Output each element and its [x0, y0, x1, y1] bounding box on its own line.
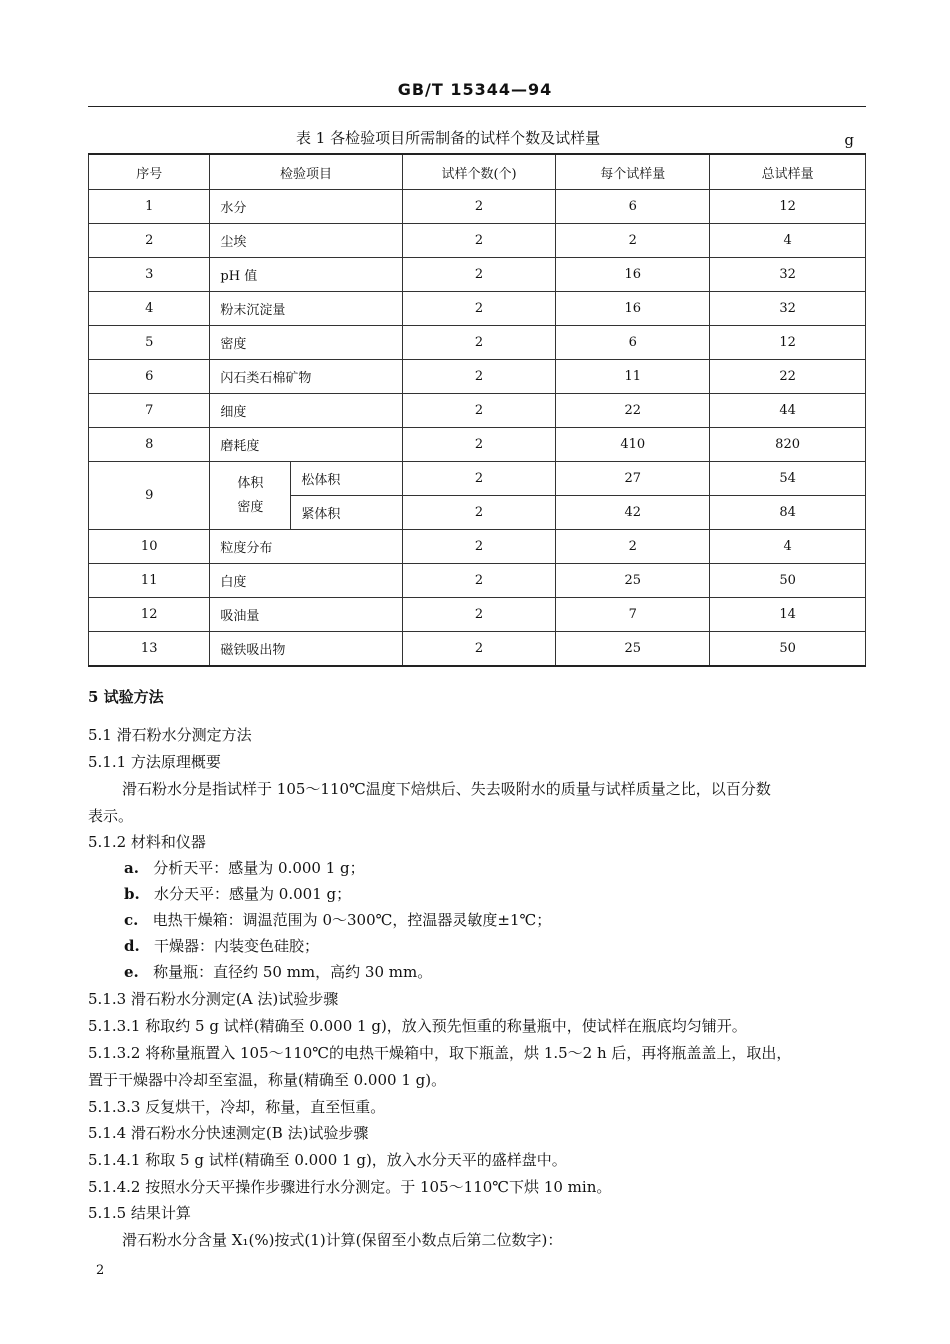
- paragraph-line: 5.1.3.3 反复烘干，冷却，称量，直至恒重。: [88, 1098, 386, 1116]
- cell-no: 5: [89, 326, 210, 360]
- cell-subitem: 松体积: [291, 462, 402, 496]
- table-row: [89, 224, 866, 258]
- section-5-1-2-heading: 5.1.2 材料和仪器: [88, 833, 206, 851]
- cell-no: 9: [89, 462, 210, 530]
- cell-count: 2: [402, 258, 556, 292]
- col-header-total: 总试样量: [710, 154, 866, 190]
- cell-count: 2: [402, 428, 556, 462]
- table-header-row: [89, 154, 866, 190]
- cell-item: 磁铁吸出物: [210, 632, 402, 667]
- table-row: [89, 258, 866, 292]
- table-row: [89, 564, 866, 598]
- section-5-1-heading: 5.1 滑石粉水分测定方法: [88, 726, 252, 744]
- cell-each: 27: [556, 462, 710, 496]
- cell-each: 6: [556, 190, 710, 224]
- section-5-1-4-heading: 5.1.4 滑石粉水分快速测定(B 法)试验步骤: [88, 1124, 369, 1142]
- cell-total: 22: [710, 360, 866, 394]
- cell-each: 16: [556, 258, 710, 292]
- table-row: [89, 428, 866, 462]
- table-row: [89, 190, 866, 224]
- cell-each: 25: [556, 564, 710, 598]
- cell-each: 2: [556, 530, 710, 564]
- col-header-count: 试样个数(个): [402, 154, 556, 190]
- cell-total: 44: [710, 394, 866, 428]
- list-item-label: d.: [124, 937, 140, 955]
- cell-item: 细度: [210, 394, 402, 428]
- cell-total: 32: [710, 258, 866, 292]
- list-item-label: a.: [124, 859, 139, 877]
- cell-count: 2: [402, 496, 556, 530]
- cell-count: 2: [402, 530, 556, 564]
- list-item-text: 电热干燥箱：调温范围为 0～300℃，控温器灵敏度±1℃；: [152, 911, 552, 929]
- section-5-1-5-heading: 5.1.5 结果计算: [88, 1204, 191, 1222]
- cell-total: 12: [710, 326, 866, 360]
- list-item-text: 水分天平：感量为 0.001 g；: [154, 885, 352, 903]
- standard-number-header: GB/T 15344—94: [397, 80, 553, 99]
- list-item: [88, 857, 365, 878]
- list-item-label: c.: [124, 911, 139, 929]
- cell-count: 2: [402, 564, 556, 598]
- cell-no: 11: [89, 564, 210, 598]
- cell-no: 7: [89, 394, 210, 428]
- cell-count: 2: [402, 394, 556, 428]
- paragraph-line: 5.1.4.1 称取 5 g 试样(精确至 0.000 1 g)，放入水分天平的盛样盘中。: [88, 1151, 567, 1169]
- cell-item: 水分: [210, 190, 402, 224]
- paragraph-line: 滑石粉水分含量 X₁(%)按式(1)计算(保留至小数点后第二位数字)：: [122, 1231, 563, 1249]
- paragraph-line: 置于干燥器中冷却至室温，称量(精确至 0.000 1 g)。: [88, 1071, 447, 1089]
- section-5-heading: 5 试验方法: [88, 688, 164, 706]
- paragraph-line: 5.1.3.2 将称量瓶置入 105～110℃的电热干燥箱中，取下瓶盖，烘 1.5～2 h 后，再将瓶盖盖上，取出，: [88, 1044, 792, 1062]
- cell-total: 84: [710, 496, 866, 530]
- cell-item: 尘埃: [210, 224, 402, 258]
- sample-table: [88, 153, 866, 667]
- cell-each: 11: [556, 360, 710, 394]
- cell-count: 2: [402, 360, 556, 394]
- cell-count: 2: [402, 462, 556, 496]
- cell-each: 25: [556, 632, 710, 667]
- section-5-1-1-heading: 5.1.1 方法原理概要: [88, 753, 221, 771]
- cell-each: 7: [556, 598, 710, 632]
- cell-no: 8: [89, 428, 210, 462]
- cell-each: 6: [556, 326, 710, 360]
- list-item: [88, 909, 551, 930]
- col-header-no: 序号: [89, 154, 210, 190]
- table-row: [89, 598, 866, 632]
- table-unit: g: [844, 131, 854, 149]
- list-item-label: b.: [124, 885, 140, 903]
- cell-item: 磨耗度: [210, 428, 402, 462]
- table-row: [89, 326, 866, 360]
- cell-no: 12: [89, 598, 210, 632]
- cell-no: 1: [89, 190, 210, 224]
- table-row: [89, 394, 866, 428]
- cell-count: 2: [402, 598, 556, 632]
- col-header-item: 检验项目: [210, 154, 402, 190]
- cell-no: 13: [89, 632, 210, 667]
- page-number: 2: [96, 1263, 105, 1278]
- paragraph-line: 5.1.3.1 称取约 5 g 试样(精确至 0.000 1 g)，放入预先恒重的称量瓶中，使试样在瓶底均匀铺开。: [88, 1017, 747, 1035]
- cell-no: 6: [89, 360, 210, 394]
- paragraph-line: 5.1.4.2 按照水分天平操作步骤进行水分测定。于 105～110℃下烘 10 min。: [88, 1178, 612, 1196]
- table-caption-text: 表 1 各检验项目所需制备的试样个数及试样量: [296, 129, 601, 147]
- cell-no: 2: [89, 224, 210, 258]
- cell-item: 闪石类石棉矿物: [210, 360, 402, 394]
- table-row: [89, 360, 866, 394]
- list-item: [88, 935, 319, 956]
- cell-subitem: 紧体积: [291, 496, 402, 530]
- list-item: [88, 961, 432, 982]
- paragraph-line: 表示。: [88, 807, 134, 825]
- list-item-text: 分析天平：感量为 0.000 1 g；: [153, 859, 365, 877]
- cell-no: 4: [89, 292, 210, 326]
- group-label-line2: 密度: [237, 499, 264, 515]
- cell-total: 4: [710, 224, 866, 258]
- section-5-1-3-heading: 5.1.3 滑石粉水分测定(A 法)试验步骤: [88, 990, 339, 1008]
- cell-total: 32: [710, 292, 866, 326]
- cell-total: 820: [710, 428, 866, 462]
- cell-each: 410: [556, 428, 710, 462]
- cell-total: 50: [710, 632, 866, 667]
- header-rule: [88, 106, 866, 107]
- cell-count: 2: [402, 292, 556, 326]
- cell-each: 16: [556, 292, 710, 326]
- cell-each: 2: [556, 224, 710, 258]
- cell-item: 密度: [210, 326, 402, 360]
- cell-count: 2: [402, 632, 556, 667]
- cell-item: pH 值: [210, 258, 402, 292]
- col-header-each: 每个试样量: [556, 154, 710, 190]
- cell-each: 22: [556, 394, 710, 428]
- cell-total: 14: [710, 598, 866, 632]
- cell-item: 粉末沉淀量: [210, 292, 402, 326]
- cell-each: 42: [556, 496, 710, 530]
- paragraph-line: 滑石粉水分是指试样于 105～110℃温度下焙烘后、失去吸附水的质量与试样质量之比，以百分数: [122, 780, 771, 798]
- table-row: [89, 632, 866, 667]
- cell-count: 2: [402, 190, 556, 224]
- list-item-text: 称量瓶：直径约 50 mm，高约 30 mm。: [153, 963, 433, 981]
- cell-item: 吸油量: [210, 598, 402, 632]
- cell-total: 4: [710, 530, 866, 564]
- table-row: [89, 462, 866, 496]
- cell-item: 白度: [210, 564, 402, 598]
- cell-no: 3: [89, 258, 210, 292]
- group-label-line1: 体积: [237, 475, 264, 491]
- list-item-text: 干燥器：内装变色硅胶；: [154, 937, 320, 955]
- list-item-label: e.: [124, 963, 139, 981]
- list-item: [88, 883, 351, 904]
- cell-item-group: [210, 462, 291, 530]
- cell-total: 12: [710, 190, 866, 224]
- table-row: [89, 530, 866, 564]
- cell-no: 10: [89, 530, 210, 564]
- cell-count: 2: [402, 224, 556, 258]
- cell-count: 2: [402, 326, 556, 360]
- cell-total: 54: [710, 462, 866, 496]
- table-row: [89, 292, 866, 326]
- cell-item: 粒度分布: [210, 530, 402, 564]
- cell-total: 50: [710, 564, 866, 598]
